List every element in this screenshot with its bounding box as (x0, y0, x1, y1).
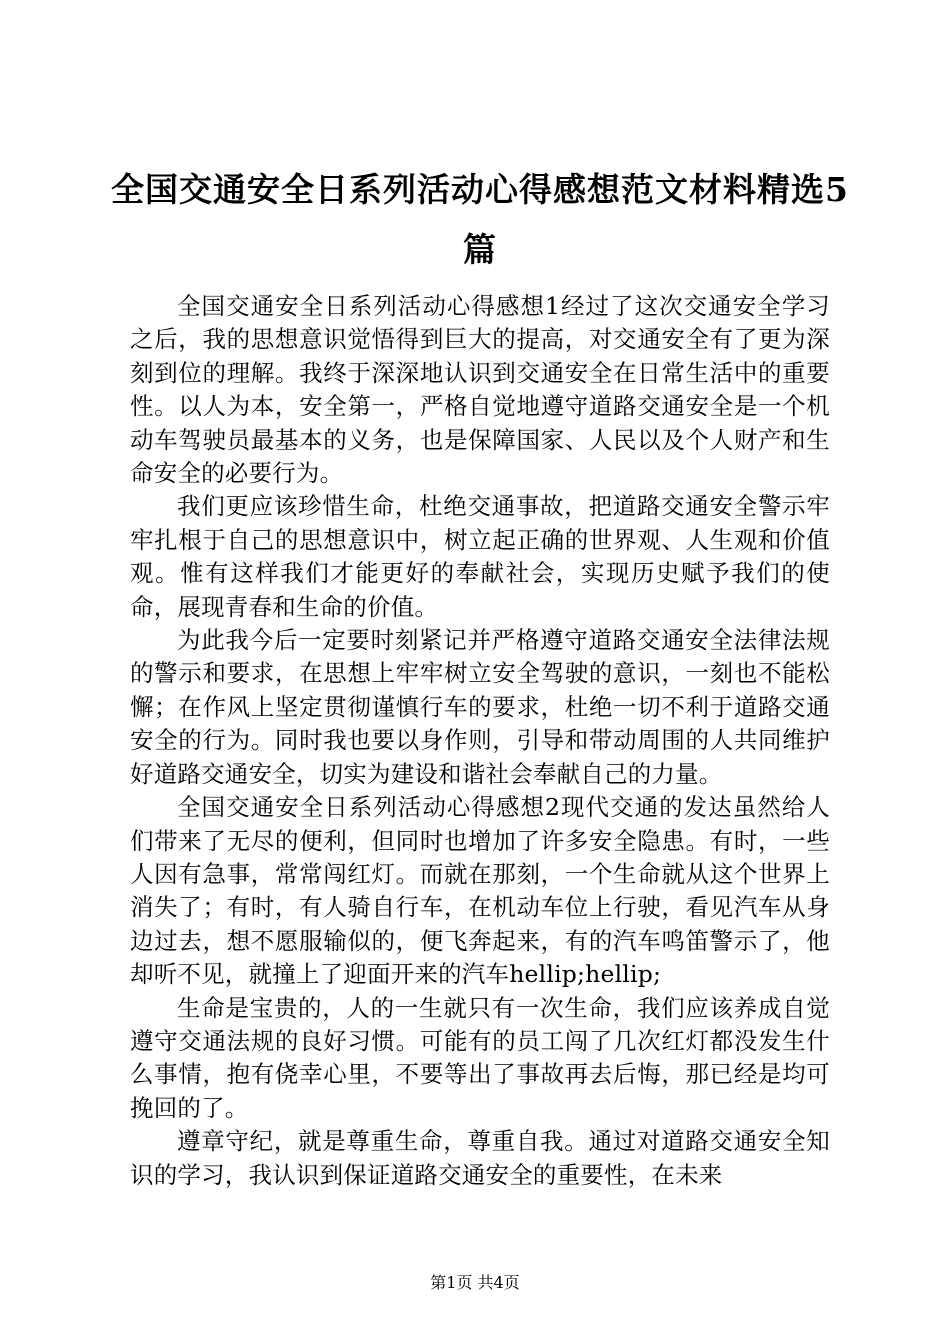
paragraph: 生命是宝贵的，人的一生就只有一次生命，我们应该养成自觉遵守交通法规的良好习惯。可能有的员工闯了几次红灯都没发生什么事情，抱有侥幸心里，不要等出了事故再去后悔，那已经是均可挽回的了。 (130, 993, 830, 1122)
page-footer: 第1页 共4页 (430, 1273, 520, 1292)
paragraph: 我们更应该珍惜生命，杜绝交通事故，把道路交通安全警示牢牢扎根于自己的思想意识中，树立起正确的世界观、人生观和价值观。惟有这样我们才能更好的奉献社会，实现历史赋予我们的使命，展现青春和生命的价值。 (130, 492, 830, 621)
document-body (130, 290, 830, 1192)
paragraph: 为此我今后一定要时刻紧记并严格遵守道路交通安全法律法规的警示和要求，在思想上牢牢树立安全驾驶的意识，一刻也不能松懈；在作风上坚定贯彻谨慎行车的要求，杜绝一切不利于道路交通安全的行为。同时我也要以身作则，引导和带动周围的人共同维护好道路交通安全，切实为建设和谐社会奉献自己的力量。 (130, 626, 830, 788)
paragraph: 全国交通安全日系列活动心得感想2现代交通的发达虽然给人们带来了无尽的便利，但同时也增加了许多安全隐患。有时，一些人因有急事，常常闯红灯。而就在那刻，一个生命就从这个世界上消失了；有时，有人骑自行车，在机动车位上行驶，看见汽车从身边过去，想不愿服输似的，便飞奔起来，有的汽车鸣笛警示了，他却听不见，就撞上了迎面开来的汽车hellip;hellip; (130, 793, 830, 989)
paragraph: 全国交通安全日系列活动心得感想1经过了这次交通安全学习之后，我的思想意识觉悟得到巨大的提高，对交通安全有了更为深刻到位的理解。我终于深深地认识到交通安全在日常生活中的重要性。以人为本，安全第一，严格自觉地遵守道路交通安全是一个机动车驾驶员最基本的义务，也是保障国家、人民以及个人财产和生命安全的必要行为。 (130, 292, 830, 488)
paragraph: 遵章守纪，就是尊重生命，尊重自我。通过对道路交通安全知识的学习，我认识到保证道路交通安全的重要性，在未来 (130, 1127, 830, 1189)
document-title: 全国交通安全日系列活动心得感想范文材料精选5篇 (111, 170, 849, 269)
